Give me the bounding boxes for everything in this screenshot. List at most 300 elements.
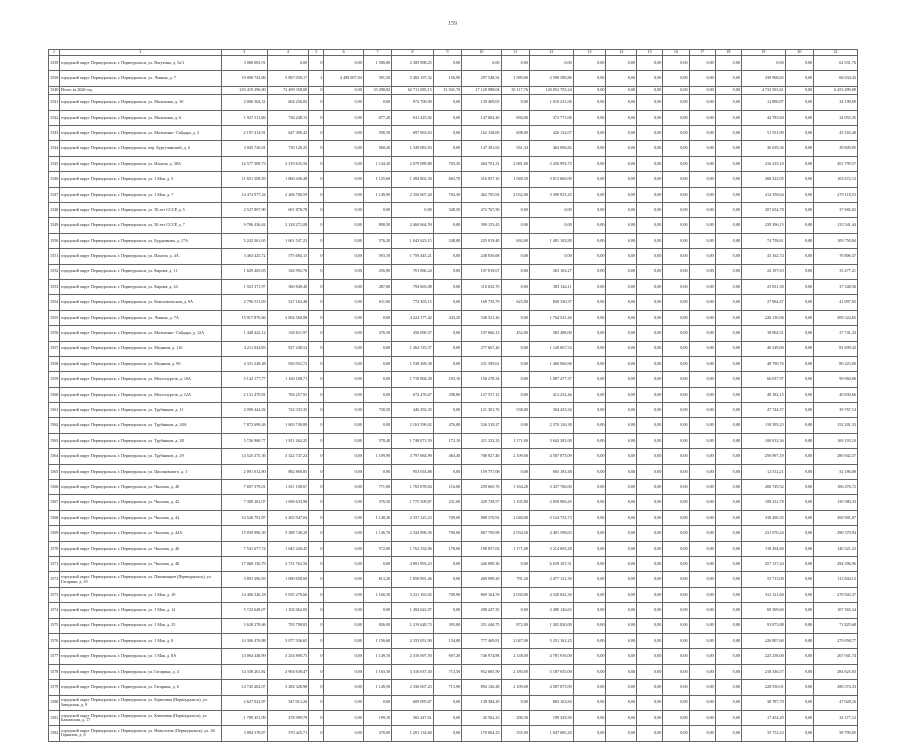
- value-cell: 713,50: [433, 664, 461, 679]
- value-cell: 888 370,92: [462, 510, 501, 525]
- table-row: [49, 510, 858, 525]
- row-index: 1581: [49, 710, 60, 725]
- value-cell: 0,00: [637, 449, 663, 464]
- value-cell: 2 079 089,80: [392, 156, 434, 171]
- value-cell: 3 797 684,99: [392, 449, 434, 464]
- value-cell: 0: [309, 433, 324, 448]
- value-cell: 476,00: [433, 418, 461, 433]
- value-cell: 736 248,15: [267, 110, 309, 125]
- value-cell: 140 521,23: [814, 541, 858, 556]
- value-cell: 0,00: [715, 572, 741, 587]
- value-cell: 0,00: [715, 156, 741, 171]
- value-cell: 169 735,79: [462, 295, 501, 310]
- address-cell: городской округ Первоуральск, г. Первоуральск, ул. Трубников, д. 11: [59, 403, 221, 418]
- value-cell: 0,00: [663, 403, 689, 418]
- value-cell: 0,00: [501, 418, 529, 433]
- value-cell: 0,00: [606, 541, 637, 556]
- value-cell: 110 395,23: [742, 418, 786, 433]
- value-cell: 207 634,78: [742, 203, 786, 218]
- value-cell: 0,00: [637, 218, 663, 233]
- value-cell: 0,00: [433, 603, 461, 618]
- value-cell: 0,00: [637, 418, 663, 433]
- value-cell: 0,00: [324, 172, 363, 187]
- value-cell: 279 118,53: [814, 187, 858, 202]
- value-cell: 0,00: [715, 618, 741, 633]
- address-cell: городской округ Первоуральск, г. Первоуральск, ул. Трубников, д. 29: [59, 449, 221, 464]
- address-cell: городской округ Первоуральск, г. Первоуральск, ул. Чкалова, д. 46: [59, 541, 221, 556]
- row-index: 1546: [49, 172, 60, 187]
- value-cell: 1 105,80: [501, 495, 529, 510]
- value-cell: 0,00: [501, 372, 529, 387]
- value-cell: 0,00: [785, 510, 813, 525]
- value-cell: 627 300,42: [267, 126, 309, 141]
- table-row: [49, 587, 858, 602]
- value-cell: 169 103,10: [814, 433, 858, 448]
- value-cell: 0,00: [606, 387, 637, 402]
- value-cell: 0,00: [573, 387, 606, 402]
- value-cell: 0,00: [637, 403, 663, 418]
- value-cell: 0,00: [637, 726, 663, 741]
- value-cell: 1 948,50: [501, 172, 529, 187]
- value-cell: 0,00: [363, 372, 391, 387]
- value-cell: 0,00: [573, 187, 606, 202]
- value-cell: 0,00: [785, 372, 813, 387]
- row-index: 1557: [49, 341, 60, 356]
- value-cell: 280 942,57: [814, 449, 858, 464]
- value-cell: 0,00: [715, 526, 741, 541]
- value-cell: 216 235,10: [742, 156, 786, 171]
- value-cell: 920 052,72: [267, 356, 309, 371]
- value-cell: 2 090 442,02: [221, 403, 267, 418]
- value-cell: 5 482 197,32: [392, 71, 434, 86]
- value-cell: 14 306 476,88: [221, 633, 267, 648]
- value-cell: 0,00: [663, 56, 689, 71]
- value-cell: 0,00: [573, 356, 606, 371]
- value-cell: 0,00: [637, 86, 663, 95]
- column-number: 15: [637, 50, 663, 56]
- value-cell: 269 999,29: [462, 572, 501, 587]
- value-cell: 0,00: [324, 695, 363, 710]
- value-cell: 0,00: [689, 156, 715, 171]
- value-cell: 256 997,19: [742, 449, 786, 464]
- value-cell: 1 080 658,00: [267, 572, 309, 587]
- value-cell: 578,40: [363, 433, 391, 448]
- value-cell: 1 860 436,48: [267, 172, 309, 187]
- table-row: [49, 664, 858, 679]
- value-cell: 771,00: [363, 480, 391, 495]
- value-cell: 0,00: [663, 680, 689, 695]
- value-cell: 0,00: [785, 56, 813, 71]
- value-cell: 0,00: [573, 249, 606, 264]
- column-number: 1: [49, 50, 60, 56]
- value-cell: 339 968,65: [742, 71, 786, 86]
- value-cell: 3 891 396,83: [221, 572, 267, 587]
- value-cell: 0: [309, 572, 324, 587]
- value-cell: 100 812,36: [742, 433, 786, 448]
- value-cell: 0,00: [742, 56, 786, 71]
- value-cell: 0,00: [573, 495, 606, 510]
- value-cell: 0,00: [663, 249, 689, 264]
- value-cell: 0,00: [689, 341, 715, 356]
- address-cell: городской округ Первоуральск, г. Первоуральск, ул. 1 Мая, д. 8А: [59, 649, 221, 664]
- table-row: [49, 264, 858, 279]
- value-cell: 0,00: [785, 618, 813, 633]
- value-cell: 672 476,67: [392, 387, 434, 402]
- value-cell: 0,00: [433, 403, 461, 418]
- value-cell: 1 160,30: [363, 587, 391, 602]
- row-index: 1545: [49, 156, 60, 171]
- value-cell: 0,00: [433, 341, 461, 356]
- value-cell: 0,00: [573, 680, 606, 695]
- value-cell: 1 164,20: [501, 480, 529, 495]
- value-cell: 867 709,99: [462, 526, 501, 541]
- value-cell: 0,00: [363, 387, 391, 402]
- value-cell: 2 527 807,90: [221, 203, 267, 218]
- value-cell: 211 252,33: [462, 433, 501, 448]
- value-cell: 0: [309, 480, 324, 495]
- value-cell: 231 399,61: [462, 356, 501, 371]
- value-cell: 1 460 066,96: [529, 356, 573, 371]
- value-cell: 0,00: [689, 110, 715, 125]
- value-cell: 0,00: [501, 95, 529, 110]
- value-cell: 892 126,28: [462, 680, 501, 695]
- value-cell: 0,00: [637, 187, 663, 202]
- row-index: 1550: [49, 233, 60, 248]
- value-cell: 0,00: [689, 695, 715, 710]
- value-cell: 697 963,63: [392, 126, 434, 141]
- value-cell: 0,00: [606, 95, 637, 110]
- value-cell: 0,00: [433, 110, 461, 125]
- value-cell: 1 481 102,80: [529, 233, 573, 248]
- address-cell: городской округ Первоуральск, г. Первоуральск, ул. Чкалова, д. 48: [59, 557, 221, 572]
- value-cell: 0,00: [785, 710, 813, 725]
- table-row: [49, 495, 858, 510]
- value-cell: 0,00: [324, 726, 363, 741]
- value-cell: 0,00: [663, 572, 689, 587]
- value-cell: 133 541,44: [814, 218, 858, 233]
- value-cell: 0,00: [689, 372, 715, 387]
- value-cell: 0,00: [637, 541, 663, 556]
- value-cell: 0,00: [637, 249, 663, 264]
- value-cell: 298,80: [433, 387, 461, 402]
- value-cell: 0,00: [363, 418, 391, 433]
- value-cell: 52 186,08: [814, 464, 858, 479]
- value-cell: 0,00: [663, 341, 689, 356]
- value-cell: 0,00: [573, 295, 606, 310]
- value-cell: 0: [309, 86, 324, 95]
- table-row: [49, 695, 858, 710]
- value-cell: 0,00: [663, 187, 689, 202]
- value-cell: 0,00: [392, 203, 434, 218]
- row-index: 1554: [49, 295, 60, 310]
- value-cell: 34 199,69: [814, 95, 858, 110]
- value-cell: 0,00: [689, 326, 715, 341]
- value-cell: 0: [309, 233, 324, 248]
- value-cell: 0,00: [637, 387, 663, 402]
- value-cell: 2 030,00: [501, 587, 529, 602]
- value-cell: 178,00: [433, 541, 461, 556]
- value-cell: 0,00: [715, 695, 741, 710]
- value-cell: 1 789 351,99: [221, 710, 267, 725]
- value-cell: 429 749,57: [462, 495, 501, 510]
- row-index: 1566: [49, 480, 60, 495]
- address-cell: городской округ Первоуральск, г. Первоуральск, ул. Трубников, д. 28: [59, 433, 221, 448]
- value-cell: 0,00: [573, 56, 606, 71]
- value-cell: 0,00: [529, 218, 573, 233]
- value-cell: 0: [309, 56, 324, 71]
- value-cell: 0,00: [715, 387, 741, 402]
- value-cell: 270 943,37: [814, 587, 858, 602]
- value-cell: 0,00: [637, 664, 663, 679]
- value-cell: 0,00: [663, 356, 689, 371]
- value-cell: 0,00: [785, 464, 813, 479]
- value-cell: 30 639,36: [742, 141, 786, 156]
- table-row: [49, 86, 858, 95]
- value-cell: 0,00: [573, 541, 606, 556]
- value-cell: 0,00: [785, 433, 813, 448]
- value-cell: 0,00: [715, 680, 741, 695]
- value-cell: 0,00: [785, 695, 813, 710]
- value-cell: 1 102 062,05: [267, 603, 309, 618]
- value-cell: 47 744,57: [742, 403, 786, 418]
- value-cell: 0,00: [363, 95, 391, 110]
- value-cell: 316 057,16: [462, 172, 501, 187]
- value-cell: 890,50: [363, 218, 391, 233]
- value-cell: 268 222,05: [742, 172, 786, 187]
- value-cell: 1 765 078,04: [392, 480, 434, 495]
- value-cell: 287,80: [363, 279, 391, 294]
- value-cell: 1 580,00: [363, 56, 391, 71]
- value-cell: 3 628 278,46: [221, 618, 267, 633]
- value-cell: 239 296,15: [742, 218, 786, 233]
- table-row: [49, 310, 858, 325]
- value-cell: 297 548,54: [462, 71, 501, 86]
- value-cell: 0,00: [689, 295, 715, 310]
- value-cell: 546 521,26: [462, 310, 501, 325]
- value-cell: 0,00: [324, 603, 363, 618]
- value-cell: 0,00: [324, 633, 363, 648]
- value-cell: 0,00: [663, 541, 689, 556]
- value-cell: 121 301,76: [462, 403, 501, 418]
- value-cell: 152 201,33: [814, 418, 858, 433]
- value-cell: 701 066,24: [392, 264, 434, 279]
- value-cell: 0,00: [715, 403, 741, 418]
- value-cell: 631 425,92: [392, 110, 434, 125]
- value-cell: 14 474 977,24: [221, 187, 267, 202]
- value-cell: 261 799,57: [814, 156, 858, 171]
- value-cell: 604 256,82: [267, 95, 309, 110]
- value-cell: 0,00: [637, 95, 663, 110]
- value-cell: 1 219 628,73: [392, 618, 434, 633]
- value-cell: 0,00: [663, 449, 689, 464]
- value-cell: 0,00: [606, 233, 637, 248]
- value-cell: 609 095,67: [392, 695, 434, 710]
- table-row: [49, 526, 858, 541]
- value-cell: 0,00: [715, 141, 741, 156]
- row-index: 1567: [49, 495, 60, 510]
- value-cell: 608,00: [501, 126, 529, 141]
- value-cell: 0: [309, 664, 324, 679]
- value-cell: 19 006 743,86: [221, 71, 267, 86]
- column-number: 11: [501, 50, 529, 56]
- value-cell: 0,00: [573, 464, 606, 479]
- value-cell: 0,00: [637, 295, 663, 310]
- value-cell: 383 144,11: [529, 279, 573, 294]
- table-row: [49, 141, 858, 156]
- value-cell: 0,00: [324, 203, 363, 218]
- value-cell: 18 964,51: [742, 326, 786, 341]
- value-cell: 0,00: [573, 433, 606, 448]
- value-cell: 0,00: [715, 110, 741, 125]
- value-cell: 0,00: [606, 279, 637, 294]
- value-cell: 0,00: [637, 372, 663, 387]
- value-cell: 0,00: [689, 541, 715, 556]
- value-cell: 38 787,70: [742, 695, 786, 710]
- value-cell: 0,00: [785, 572, 813, 587]
- value-cell: 2 163 590,02: [392, 418, 434, 433]
- value-cell: 704,30: [433, 187, 461, 202]
- row-index: 1564: [49, 449, 60, 464]
- table-row: [49, 572, 858, 587]
- value-cell: 312 121,60: [742, 587, 786, 602]
- value-cell: 0,00: [663, 510, 689, 525]
- value-cell: 0: [309, 264, 324, 279]
- value-cell: 709,90: [433, 587, 461, 602]
- value-cell: 0,00: [689, 187, 715, 202]
- value-cell: 1 047 685,20: [529, 726, 573, 741]
- value-cell: 1 018 231,06: [529, 95, 573, 110]
- value-cell: 0,00: [663, 480, 689, 495]
- value-cell: 0,00: [689, 310, 715, 325]
- address-cell: городской округ Первоуральск, г. Первоуральск, ул. Чкалова, д. 44А: [59, 526, 221, 541]
- value-cell: 0,00: [433, 279, 461, 294]
- value-cell: 478 999,79: [267, 710, 309, 725]
- value-cell: 0,00: [606, 526, 637, 541]
- value-cell: 768 927,46: [462, 449, 501, 464]
- row-index: 1582: [49, 726, 60, 741]
- value-cell: 0,00: [663, 172, 689, 187]
- value-cell: 1 201 134,60: [392, 726, 434, 741]
- value-cell: 0,00: [433, 295, 461, 310]
- value-cell: 0,00: [501, 356, 529, 371]
- address-cell: Итого за 2020 год: [59, 86, 221, 95]
- value-cell: 0,00: [785, 603, 813, 618]
- value-cell: 3 316 037,30: [392, 664, 434, 679]
- value-cell: 0: [309, 218, 324, 233]
- value-cell: 0,00: [606, 480, 637, 495]
- value-cell: 3 231 163,02: [392, 587, 434, 602]
- value-cell: 0,00: [785, 71, 813, 86]
- value-cell: 1 364 725,37: [392, 341, 434, 356]
- value-cell: 71 825,68: [814, 618, 858, 633]
- value-cell: 0,00: [637, 126, 663, 141]
- value-cell: 3 080 003,91: [221, 56, 267, 71]
- value-cell: 0,00: [573, 572, 606, 587]
- table-row: [49, 541, 858, 556]
- value-cell: 260 901,07: [814, 510, 858, 525]
- value-cell: 0,00: [501, 264, 529, 279]
- row-index: 1565: [49, 464, 60, 479]
- value-cell: 0,00: [324, 86, 363, 95]
- value-cell: 0,00: [324, 295, 363, 310]
- value-cell: 927 248,52: [267, 341, 309, 356]
- value-cell: 1 149,10: [363, 649, 391, 664]
- value-cell: 0,00: [637, 203, 663, 218]
- column-number: 2: [59, 50, 221, 56]
- value-cell: 33 298,82: [363, 86, 391, 95]
- value-cell: 0: [309, 710, 324, 725]
- value-cell: 0: [309, 495, 324, 510]
- value-cell: 0,00: [637, 633, 663, 648]
- value-cell: 456 090,37: [392, 326, 434, 341]
- value-cell: 0,00: [663, 603, 689, 618]
- value-cell: 39 767,14: [814, 403, 858, 418]
- value-cell: 40 182,15: [742, 387, 786, 402]
- row-index: 1553: [49, 279, 60, 294]
- value-cell: 0,00: [606, 633, 637, 648]
- value-cell: 0,00: [606, 557, 637, 572]
- value-cell: 127 557,12: [462, 387, 501, 402]
- column-number: 8: [392, 50, 434, 56]
- value-cell: 0,00: [715, 86, 741, 95]
- value-cell: 972 700,09: [392, 95, 434, 110]
- value-cell: 0,00: [573, 110, 606, 125]
- value-cell: 0,00: [324, 56, 363, 71]
- value-cell: 47 028,16: [814, 695, 858, 710]
- value-cell: 0,00: [573, 710, 606, 725]
- value-cell: 0,00: [606, 218, 637, 233]
- value-cell: 2: [309, 71, 324, 86]
- value-cell: 4 587 875,09: [529, 449, 573, 464]
- value-cell: 0: [309, 726, 324, 741]
- table-row: [49, 126, 858, 141]
- value-cell: 0,00: [637, 480, 663, 495]
- value-cell: 572,00: [363, 541, 391, 556]
- value-cell: 66 037,97: [742, 372, 786, 387]
- value-cell: 0,00: [324, 279, 363, 294]
- value-cell: 0,00: [606, 372, 637, 387]
- value-cell: 724 333,35: [267, 403, 309, 418]
- value-cell: 590,50: [363, 126, 391, 141]
- value-cell: 2 109,00: [501, 680, 529, 695]
- value-cell: 0,00: [573, 372, 606, 387]
- value-cell: 257 137,44: [742, 557, 786, 572]
- value-cell: 251 446,75: [462, 618, 501, 633]
- value-cell: 0,00: [689, 526, 715, 541]
- value-cell: 0,00: [606, 326, 637, 341]
- row-index: 1548: [49, 203, 60, 218]
- value-cell: 62 711 085,15: [392, 86, 434, 95]
- value-cell: 0,00: [663, 557, 689, 572]
- value-cell: 2 032,00: [501, 187, 529, 202]
- address-cell: городской округ Первоуральск, г. Первоуральск, ул. Ильича, д. 38А: [59, 156, 221, 171]
- value-cell: 0: [309, 464, 324, 479]
- value-cell: 3 322 747,24: [267, 449, 309, 464]
- value-cell: 279 058,77: [814, 633, 858, 648]
- value-cell: 0,00: [363, 341, 391, 356]
- value-cell: 0,00: [689, 71, 715, 86]
- value-cell: 0,00: [689, 664, 715, 679]
- value-cell: 231,00: [433, 495, 461, 510]
- value-cell: 0,00: [433, 56, 461, 71]
- value-cell: 0,00: [324, 541, 363, 556]
- value-cell: 0: [309, 680, 324, 695]
- value-cell: 0,00: [663, 264, 689, 279]
- value-cell: 0,00: [363, 603, 391, 618]
- value-cell: 318 496,35: [742, 510, 786, 525]
- value-cell: 0,00: [433, 572, 461, 587]
- value-cell: 0,00: [501, 203, 529, 218]
